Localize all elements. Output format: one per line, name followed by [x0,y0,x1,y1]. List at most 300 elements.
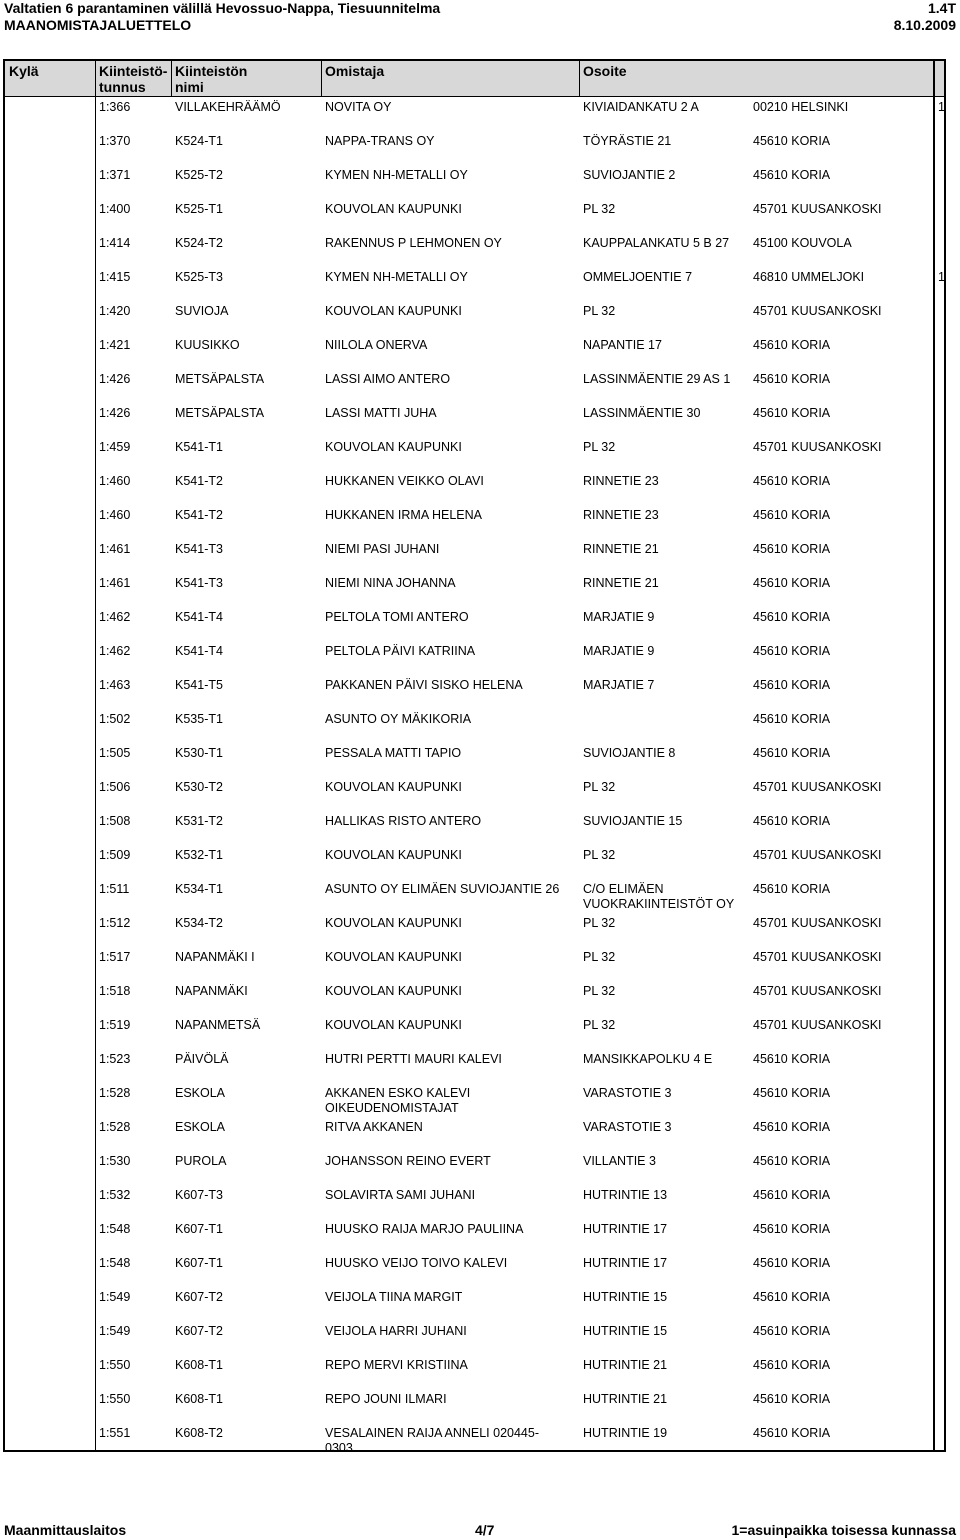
cell-postitoimipaikka: 45610 KORIA [753,610,831,624]
cell-postitoimipaikka: 45610 KORIA [753,1120,831,1134]
cell-omistaja-line: HUUSKO RAIJA MARJO PAULIINA [325,1222,524,1236]
cell-osoite [583,780,615,795]
cell-osoite-line: NAPANTIE 17 [583,338,662,352]
cell-osoite-line: OMMELJOENTIE 7 [583,270,693,284]
cell-nimi: K535-T1 [175,712,223,726]
cell-osoite [583,1222,667,1237]
cell-omistaja [325,984,462,999]
cell-postitoimipaikka: 45610 KORIA [753,1358,831,1372]
cell-osoite-line: SUVIOJANTIE 15 [583,814,683,828]
cell-omistaja [325,1256,507,1271]
page-footer [4,1521,956,1539]
cell-nimi: ESKOLA [175,1086,226,1100]
table-row [5,334,944,368]
cell-tunnus: 1:462 [99,644,131,658]
cell-omistaja-line: HUKKANEN IRMA HELENA [325,508,482,522]
cell-tunnus: 1:414 [99,236,131,250]
cell-osoite [583,984,615,999]
cell-osoite-line: MARJATIE 9 [583,610,655,624]
table-row [5,674,944,708]
cell-postitoimipaikka: 45701 KUUSANKOSKI [753,780,882,794]
cell-osoite [583,916,615,931]
cell-omistaja [325,440,462,455]
table-row [5,1014,944,1048]
cell-omistaja-line: HUTRI PERTTI MAURI KALEVI [325,1052,502,1066]
cell-omistaja [325,168,468,183]
table-row [5,1218,944,1252]
cell-omistaja-line: KYMEN NH-METALLI OY [325,270,468,284]
header-line-2 [4,17,956,34]
cell-omistaja [325,1392,447,1407]
footer-page-number: 4/7 [475,1522,495,1538]
cell-postitoimipaikka: 45610 KORIA [753,508,831,522]
cell-omistaja-line: VESALAINEN RAIJA ANNELI 020445- [325,1426,539,1440]
cell-tunnus: 1:460 [99,474,131,488]
cell-nimi: K608-T1 [175,1358,223,1372]
cell-osoite [583,678,654,693]
cell-tunnus: 1:421 [99,338,131,352]
cell-postitoimipaikka: 45610 KORIA [753,1188,831,1202]
cell-omistaja-line: KOUVOLAN KAUPUNKI [325,780,462,794]
cell-nimi: K534-T1 [175,882,223,896]
cell-osoite [583,848,615,863]
cell-nimi: K524-T1 [175,134,223,148]
cell-omistaja [325,746,461,761]
footer-organization: Maanmittauslaitos [4,1522,127,1538]
table-row [5,742,944,776]
table-row [5,232,944,266]
table-row [5,266,944,300]
cell-omistaja-line: ASUNTO OY MÄKIKORIA [325,712,472,726]
cell-omistaja [325,474,484,489]
cell-postitoimipaikka: 45610 KORIA [753,134,831,148]
cell-tunnus: 1:366 [99,100,131,114]
cell-osoite [583,1324,667,1339]
cell-osoite-line: PL 32 [583,304,616,318]
cell-omistaja [325,134,435,149]
cell-tunnus: 1:548 [99,1256,131,1270]
cell-osoite-line: VARASTOTIE 3 [583,1120,672,1134]
cell-omistaja-line: VEIJOLA HARRI JUHANI [325,1324,467,1338]
cell-osoite [583,576,659,591]
cell-asuinpaikka: 1 [938,270,945,284]
cell-osoite [583,406,700,421]
cell-osoite-line: VUOKRAKIINTEISTÖT OY [583,897,735,911]
header-line-1 [4,0,956,17]
column-divider [321,61,322,96]
document-title: Valtatien 6 parantaminen välillä Hevossuo-Nappa, Tiesuunnitelma [4,0,441,16]
cell-nimi: K607-T2 [175,1324,223,1338]
cell-omistaja [325,406,437,421]
cell-nimi: K607-T3 [175,1188,223,1202]
cell-postitoimipaikka: 45610 KORIA [753,1086,831,1100]
cell-postitoimipaikka: 45610 KORIA [753,338,831,352]
footer-note: 1=asuinpaikka toisessa kunnassa [731,1522,956,1538]
table-row [5,436,944,470]
cell-nimi: K541-T3 [175,542,223,556]
table-row [5,1422,944,1456]
table-header [5,61,944,97]
cell-osoite [583,746,675,761]
cell-osoite-line: RINNETIE 21 [583,576,659,590]
cell-osoite [583,202,615,217]
cell-omistaja [325,678,523,693]
document-date: 8.10.2009 [893,17,956,33]
cell-osoite [583,508,659,523]
table-row [5,844,944,878]
cell-osoite-line: HUTRINTIE 17 [583,1256,668,1270]
table-row [5,1286,944,1320]
cell-tunnus: 1:530 [99,1154,131,1168]
cell-osoite [583,1358,667,1373]
column-header-osoite: Osoite [583,63,627,79]
cell-omistaja [325,508,482,523]
cell-omistaja-line: NIEMI PASI JUHANI [325,542,440,556]
cell-osoite-line: RINNETIE 21 [583,542,659,556]
cell-osoite-line: PL 32 [583,202,616,216]
cell-osoite-line: HUTRINTIE 21 [583,1358,668,1372]
cell-osoite [583,1290,667,1305]
cell-tunnus: 1:461 [99,542,131,556]
cell-tunnus: 1:509 [99,848,131,862]
column-header-omistaja: Omistaja [325,63,385,79]
cell-omistaja [325,202,462,217]
cell-tunnus: 1:528 [99,1086,131,1100]
cell-omistaja-line: KOUVOLAN KAUPUNKI [325,984,462,998]
cell-osoite-line: SUVIOJANTIE 2 [583,168,676,182]
cell-postitoimipaikka: 45610 KORIA [753,1256,831,1270]
cell-nimi: NAPANMÄKI I [175,950,255,964]
cell-omistaja-line: AKKANEN ESKO KALEVI [325,1086,471,1100]
table-row [5,606,944,640]
cell-omistaja-line: PAKKANEN PÄIVI SISKO HELENA [325,678,523,692]
cell-osoite-line: HUTRINTIE 13 [583,1188,668,1202]
cell-osoite-line: PL 32 [583,1018,616,1032]
cell-omistaja-line: JOHANSSON REINO EVERT [325,1154,491,1168]
cell-postitoimipaikka: 45701 KUUSANKOSKI [753,916,882,930]
cell-omistaja [325,1188,475,1203]
cell-omistaja [325,576,456,591]
cell-omistaja-line: NAPPA-TRANS OY [325,134,435,148]
cell-omistaja-line: 0303 [325,1441,353,1455]
cell-tunnus: 1:462 [99,610,131,624]
cell-omistaja [325,950,462,965]
cell-osoite-line: HUTRINTIE 19 [583,1426,668,1440]
cell-omistaja [325,372,450,387]
cell-osoite [583,338,662,353]
cell-tunnus: 1:400 [99,202,131,216]
cell-nimi: K607-T1 [175,1222,223,1236]
cell-nimi: PUROLA [175,1154,227,1168]
cell-postitoimipaikka: 45701 KUUSANKOSKI [753,984,882,998]
cell-tunnus: 1:370 [99,134,131,148]
cell-osoite [583,100,699,115]
cell-osoite-line: SUVIOJANTIE 8 [583,746,676,760]
cell-omistaja-line: HALLIKAS RISTO ANTERO [325,814,482,828]
cell-postitoimipaikka: 45610 KORIA [753,678,831,692]
cell-omistaja-line: KYMEN NH-METALLI OY [325,168,468,182]
cell-nimi: K532-T1 [175,848,223,862]
cell-nimi: NAPANMÄKI [175,984,248,998]
cell-omistaja [325,338,427,353]
cell-tunnus: 1:461 [99,576,131,590]
cell-tunnus: 1:463 [99,678,131,692]
document-subtitle: MAANOMISTAJALUETTELO [4,17,192,33]
cell-postitoimipaikka: 45610 KORIA [753,474,831,488]
cell-nimi: SUVIOJA [175,304,229,318]
cell-omistaja [325,1052,502,1067]
cell-omistaja [325,1324,467,1339]
cell-osoite [583,440,615,455]
cell-omistaja-line: ASUNTO OY ELIMÄEN SUVIOJANTIE 26 [325,882,560,896]
cell-osoite [583,1392,667,1407]
cell-nimi: K607-T1 [175,1256,223,1270]
cell-tunnus: 1:505 [99,746,131,760]
cell-omistaja-line: LASSI MATTI JUHA [325,406,437,420]
cell-omistaja-line: KOUVOLAN KAUPUNKI [325,950,462,964]
table-row [5,470,944,504]
cell-tunnus: 1:426 [99,406,131,420]
table-body [5,96,944,1456]
column-header-kyla: Kylä [9,63,39,79]
cell-omistaja [325,814,481,829]
cell-tunnus: 1:459 [99,440,131,454]
cell-omistaja-line: NOVITA OY [325,100,392,114]
table-row [5,1184,944,1218]
table-row [5,946,944,980]
cell-osoite [583,1086,671,1101]
cell-osoite-line: PL 32 [583,780,616,794]
cell-postitoimipaikka: 45610 KORIA [753,168,831,182]
cell-tunnus: 1:518 [99,984,131,998]
cell-osoite-line: HUTRINTIE 21 [583,1392,668,1406]
cell-omistaja [325,644,475,659]
cell-tunnus: 1:532 [99,1188,131,1202]
cell-tunnus: 1:549 [99,1324,131,1338]
cell-osoite-line: RINNETIE 23 [583,474,659,488]
cell-omistaja [325,100,391,115]
cell-osoite [583,270,692,285]
cell-osoite-line: PL 32 [583,440,616,454]
cell-tunnus: 1:548 [99,1222,131,1236]
cell-tunnus: 1:523 [99,1052,131,1066]
cell-osoite-line: VILLANTIE 3 [583,1154,656,1168]
cell-omistaja-line: REPO JOUNI ILMARI [325,1392,447,1406]
table-row [5,1150,944,1184]
cell-postitoimipaikka: 45701 KUUSANKOSKI [753,304,882,318]
cell-osoite [583,1120,671,1135]
cell-postitoimipaikka: 45701 KUUSANKOSKI [753,202,882,216]
cell-tunnus: 1:426 [99,372,131,386]
cell-postitoimipaikka: 45610 KORIA [753,814,831,828]
cell-osoite [583,1018,615,1033]
cell-osoite [583,236,729,251]
table-row [5,1388,944,1422]
cell-osoite-line: PL 32 [583,916,616,930]
cell-tunnus: 1:371 [99,168,131,182]
cell-postitoimipaikka: 45610 KORIA [753,1324,831,1338]
cell-omistaja-line: HUKKANEN VEIKKO OLAVI [325,474,484,488]
cell-omistaja [325,712,471,727]
table-row [5,164,944,198]
cell-postitoimipaikka: 45610 KORIA [753,882,831,896]
cell-osoite [583,1188,667,1203]
cell-osoite [583,610,654,625]
table-row [5,300,944,334]
cell-omistaja [325,542,439,557]
cell-nimi: K531-T2 [175,814,223,828]
cell-osoite [583,134,671,149]
table-row [5,776,944,810]
cell-osoite [583,372,730,387]
table-row [5,1354,944,1388]
cell-osoite-line: MARJATIE 9 [583,644,655,658]
cell-osoite [583,474,659,489]
cell-omistaja-line: OIKEUDENOMISTAJAT [325,1101,459,1115]
table-row [5,368,944,402]
table-row [5,1048,944,1082]
table-row [5,810,944,844]
cell-omistaja-line: HUUSKO VEIJO TOIVO KALEVI [325,1256,508,1270]
table-row [5,504,944,538]
cell-tunnus: 1:519 [99,1018,131,1032]
cell-postitoimipaikka: 45610 KORIA [753,1052,831,1066]
cell-postitoimipaikka: 45610 KORIA [753,542,831,556]
table-row [5,96,944,130]
cell-postitoimipaikka: 45610 KORIA [753,1392,831,1406]
cell-omistaja-line: KOUVOLAN KAUPUNKI [325,916,462,930]
cell-omistaja [325,1290,462,1305]
cell-osoite-line: HUTRINTIE 17 [583,1222,668,1236]
cell-postitoimipaikka: 45610 KORIA [753,1154,831,1168]
column-header-nimi-line-1: Kiinteistön [175,63,248,79]
cell-postitoimipaikka: 45610 KORIA [753,1222,831,1236]
cell-nimi: METSÄPALSTA [175,406,265,420]
cell-nimi: KUUSIKKO [175,338,240,352]
cell-omistaja [325,1086,470,1116]
cell-omistaja-line: RAKENNUS P LEHMONEN OY [325,236,502,250]
table-row [5,1320,944,1354]
column-header-tunnus [99,63,167,95]
cell-osoite-line: PL 32 [583,950,616,964]
table-row [5,640,944,674]
cell-omistaja-line: PELTOLA TOMI ANTERO [325,610,469,624]
cell-osoite [583,950,615,965]
cell-omistaja [325,882,559,897]
cell-tunnus: 1:549 [99,1290,131,1304]
cell-omistaja [325,1426,539,1456]
cell-osoite-line: LASSINMÄENTIE 30 [583,406,701,420]
cell-tunnus: 1:550 [99,1358,131,1372]
cell-omistaja-line: KOUVOLAN KAUPUNKI [325,1018,462,1032]
cell-omistaja-line: KOUVOLAN KAUPUNKI [325,440,462,454]
column-header-tunnus-line-2: tunnus [99,79,146,95]
cell-osoite-line: MANSIKKAPOLKU 4 E [583,1052,713,1066]
cell-omistaja-line: RITVA AKKANEN [325,1120,423,1134]
cell-postitoimipaikka: 45701 KUUSANKOSKI [753,848,882,862]
cell-nimi: K541-T4 [175,644,223,658]
cell-nimi: K534-T2 [175,916,223,930]
table-row [5,402,944,436]
cell-osoite [583,542,659,557]
cell-omistaja [325,1222,523,1237]
cell-osoite [583,304,615,319]
cell-nimi: K525-T1 [175,202,223,216]
cell-osoite [583,814,682,829]
cell-nimi: K541-T4 [175,610,223,624]
cell-nimi: NAPANMETSÄ [175,1018,261,1032]
cell-omistaja [325,304,462,319]
cell-omistaja [325,236,502,251]
cell-omistaja-line: KOUVOLAN KAUPUNKI [325,202,462,216]
cell-nimi: K541-T2 [175,508,223,522]
table-row [5,1082,944,1116]
cell-postitoimipaikka: 45610 KORIA [753,576,831,590]
cell-omistaja-line: LASSI AIMO ANTERO [325,372,451,386]
cell-nimi: K608-T1 [175,1392,223,1406]
cell-nimi: PÄIVÖLÄ [175,1052,229,1066]
table-row [5,708,944,742]
cell-osoite-line: HUTRINTIE 15 [583,1324,668,1338]
cell-osoite-line: LASSINMÄENTIE 29 AS 1 [583,372,731,386]
cell-postitoimipaikka: 45610 KORIA [753,406,831,420]
document-code: 1.4T [927,0,956,16]
cell-omistaja [325,1120,423,1135]
cell-osoite-line: KAUPPALANKATU 5 B 27 [583,236,730,250]
cell-postitoimipaikka: 45610 KORIA [753,712,831,726]
cell-tunnus: 1:506 [99,780,131,794]
cell-omistaja-line: VEIJOLA TIINA MARGIT [325,1290,463,1304]
cell-postitoimipaikka: 45610 KORIA [753,372,831,386]
cell-nimi: K525-T2 [175,168,223,182]
table-row [5,980,944,1014]
cell-asuinpaikka: 1 [938,100,945,114]
cell-omistaja-line: SOLAVIRTA SAMI JUHANI [325,1188,476,1202]
cell-nimi: K524-T2 [175,236,223,250]
cell-omistaja-line: NIILOLA ONERVA [325,338,428,352]
table-row [5,878,944,912]
cell-osoite-line: PL 32 [583,984,616,998]
cell-tunnus: 1:502 [99,712,131,726]
column-divider [579,61,580,96]
cell-omistaja-line: PELTOLA PÄIVI KATRIINA [325,644,476,658]
owner-table [3,59,946,1455]
cell-omistaja [325,848,462,863]
cell-omistaja [325,1154,491,1169]
cell-omistaja-line: KOUVOLAN KAUPUNKI [325,304,462,318]
cell-tunnus: 1:460 [99,508,131,522]
cell-postitoimipaikka: 45701 KUUSANKOSKI [753,950,882,964]
cell-omistaja [325,780,462,795]
cell-osoite-line: PL 32 [583,848,616,862]
cell-tunnus: 1:512 [99,916,131,930]
cell-osoite [583,1256,667,1271]
cell-tunnus: 1:528 [99,1120,131,1134]
cell-nimi: K530-T1 [175,746,223,760]
cell-tunnus: 1:550 [99,1392,131,1406]
cell-osoite-line: TÖYRÄSTIE 21 [583,134,672,148]
cell-omistaja [325,610,469,625]
cell-osoite-line: C/O ELIMÄEN [583,882,664,896]
page-header [4,0,956,34]
cell-omistaja-line: NIEMI NINA JOHANNA [325,576,456,590]
cell-postitoimipaikka: 45610 KORIA [753,1290,831,1304]
cell-omistaja [325,1358,468,1373]
cell-postitoimipaikka: 45610 KORIA [753,644,831,658]
cell-osoite [583,1426,667,1441]
cell-postitoimipaikka: 45701 KUUSANKOSKI [753,440,882,454]
cell-nimi: ESKOLA [175,1120,226,1134]
